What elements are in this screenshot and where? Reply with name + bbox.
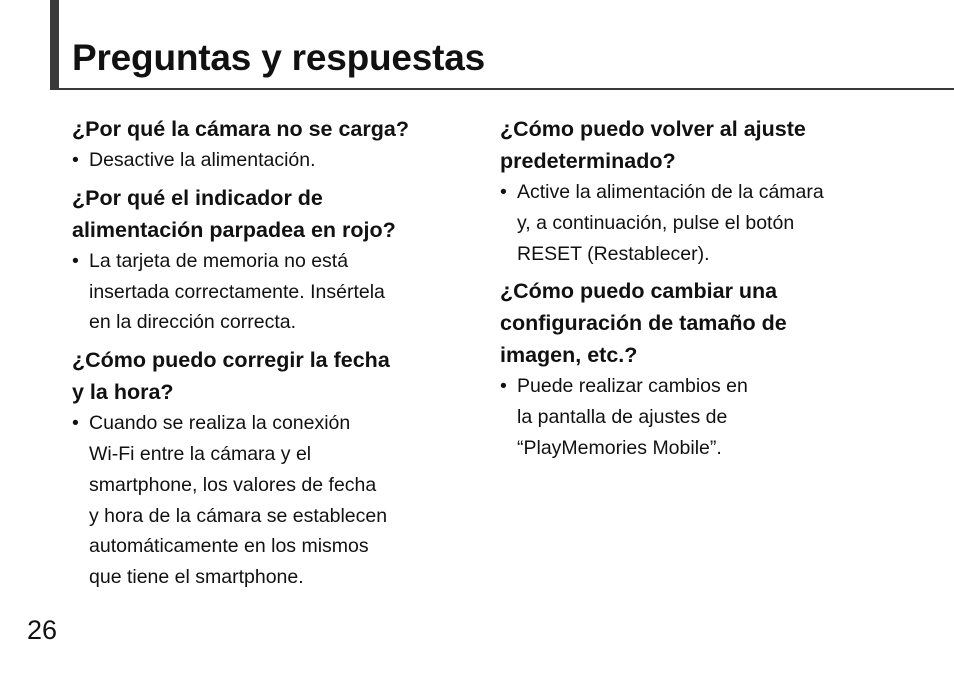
faq-item xyxy=(500,113,900,269)
faq-question xyxy=(500,113,900,177)
faq-item xyxy=(500,275,900,463)
faq-question xyxy=(500,275,900,371)
answer-line: Active la alimentación de la cámara xyxy=(517,181,824,203)
question-line: predeterminado? xyxy=(500,149,676,173)
faq-item xyxy=(72,113,467,176)
faq-answer xyxy=(72,408,467,593)
answer-line: y hora de la cámara se establecen xyxy=(89,504,388,527)
answer-line: y, a continuación, pulse el botón xyxy=(517,211,795,234)
answer-line: RESET (Restablecer). xyxy=(517,242,710,265)
faq-answer xyxy=(500,371,900,463)
title-accent-bar xyxy=(50,0,59,90)
answer-line: en la dirección correcta. xyxy=(89,311,297,334)
right-column xyxy=(500,113,900,470)
faq-answer xyxy=(72,246,467,338)
question-line: ¿Por qué la cámara no se carga? xyxy=(72,117,409,141)
question-line: y la hora? xyxy=(72,380,174,405)
title-underline xyxy=(50,88,954,90)
question-line: ¿Cómo puedo corregir la fecha xyxy=(72,348,390,373)
faq-question xyxy=(72,344,467,408)
answer-line: la pantalla de ajustes de xyxy=(517,406,728,429)
answer-line: La tarjeta de memoria no está xyxy=(89,249,349,272)
answer-line: que tiene el smartphone. xyxy=(89,566,304,589)
bullet-icon: • xyxy=(72,249,79,272)
faq-answer xyxy=(72,145,467,176)
bullet-icon: • xyxy=(72,412,79,435)
question-line: imagen, etc.? xyxy=(500,343,638,368)
answer-line: Wi-Fi entre la cámara y el xyxy=(89,442,312,465)
page-number: 26 xyxy=(27,615,58,645)
question-line: ¿Cómo puedo cambiar una xyxy=(500,279,778,304)
answer-line: insertada correctamente. Insértela xyxy=(89,280,385,303)
bullet-icon: • xyxy=(500,375,507,398)
answer-line: “PlayMemories Mobile”. xyxy=(517,436,722,459)
bullet-icon: • xyxy=(72,149,79,171)
faq-question xyxy=(72,113,467,145)
faq-question xyxy=(72,182,467,246)
question-line: alimentación parpadea en rojo? xyxy=(72,217,396,242)
faq-answer xyxy=(500,177,900,269)
bullet-icon: • xyxy=(500,181,507,203)
question-line: configuración de tamaño de xyxy=(500,311,787,336)
answer-line: automáticamente en los mismos xyxy=(89,535,369,558)
answer-line: Puede realizar cambios en xyxy=(517,375,748,398)
answer-line: Desactive la alimentación. xyxy=(89,149,316,171)
question-line: ¿Cómo puedo volver al ajuste xyxy=(500,117,806,141)
answer-line: Cuando se realiza la conexión xyxy=(89,412,351,435)
left-column xyxy=(72,113,467,599)
question-line: ¿Por qué el indicador de xyxy=(72,185,323,210)
faq-item xyxy=(72,182,467,338)
answer-line: smartphone, los valores de fecha xyxy=(89,473,377,496)
faq-item xyxy=(72,344,467,593)
page-title: Preguntas y respuestas xyxy=(72,37,486,78)
